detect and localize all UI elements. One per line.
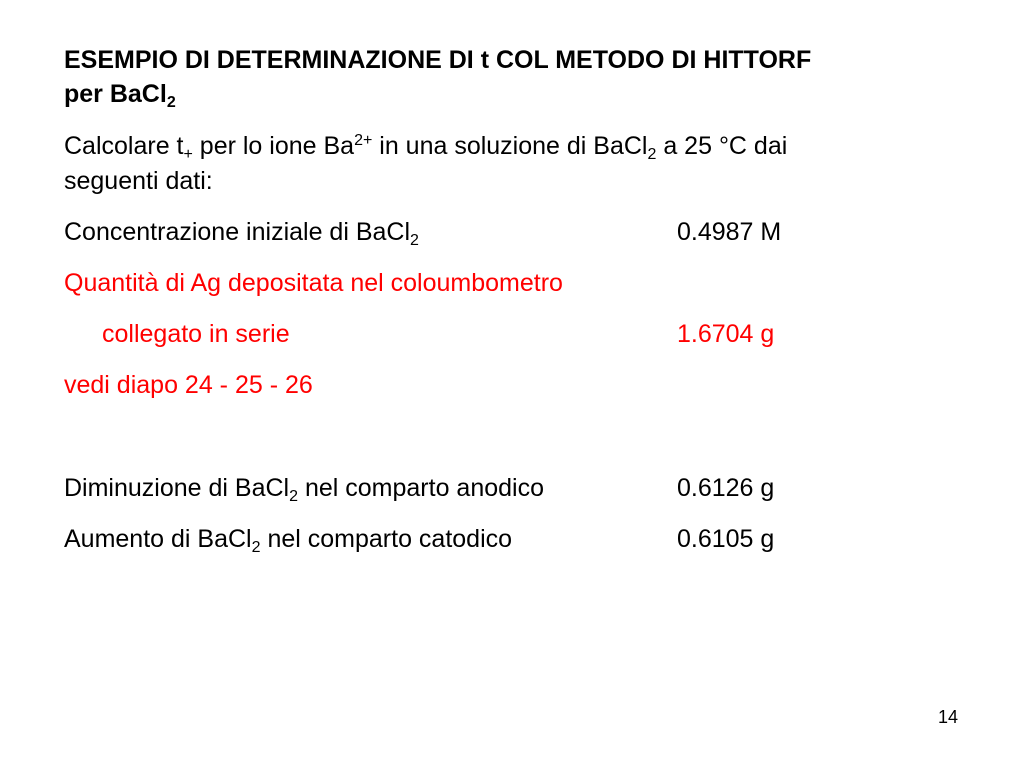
cathodic-increase-label: [64, 524, 512, 554]
silver-quantity-label-continued: collegato in serie: [102, 320, 290, 348]
slide-reference-note: vedi diapo 24 - 25 - 26: [64, 371, 313, 399]
anodic-decrease-value: 0.6126 g: [677, 474, 775, 502]
cathodic-increase-text-2: nel comparto catodico: [260, 525, 513, 553]
silver-quantity-label: Quantità di Ag depositata nel coloumbometro: [64, 269, 563, 297]
initial-concentration-label: [64, 217, 419, 247]
cathodic-increase-subscript: 2: [251, 539, 261, 556]
intro-text-2: per lo ione Ba: [192, 132, 355, 160]
anodic-decrease-label: [64, 473, 544, 503]
intro-line-2: seguenti dati:: [64, 167, 213, 195]
intro-superscript-charge: 2+: [354, 132, 373, 149]
initial-concentration-value: 0.4987 M: [677, 218, 782, 246]
title-formula-text: per BaCl: [64, 80, 167, 108]
title-formula-subscript: 2: [166, 94, 176, 111]
intro-line-1: [64, 131, 787, 161]
initial-concentration-text: Concentrazione iniziale di BaCl: [64, 218, 411, 246]
silver-quantity-value: 1.6704 g: [677, 320, 775, 348]
slide-title-line-2: [64, 79, 176, 109]
cathodic-increase-text-1: Aumento di BaCl: [64, 525, 252, 553]
intro-text-4: a 25 °C dai: [656, 132, 788, 160]
anodic-decrease-text-1: Diminuzione di BaCl: [64, 474, 290, 502]
page-number: 14: [938, 707, 959, 727]
intro-subscript-plus: +: [183, 146, 193, 163]
anodic-decrease-subscript: 2: [289, 488, 299, 505]
intro-text-3: in una soluzione di BaCl: [372, 132, 648, 160]
slide-title-line-1: ESEMPIO DI DETERMINAZIONE DI t COL METODO DI HITTORF: [64, 46, 812, 74]
anodic-decrease-text-2: nel comparto anodico: [298, 474, 544, 502]
initial-concentration-subscript: 2: [410, 232, 419, 249]
cathodic-increase-value: 0.6105 g: [677, 525, 775, 553]
intro-text-1: Calcolare t: [64, 132, 184, 160]
intro-subscript-2: 2: [647, 146, 657, 163]
